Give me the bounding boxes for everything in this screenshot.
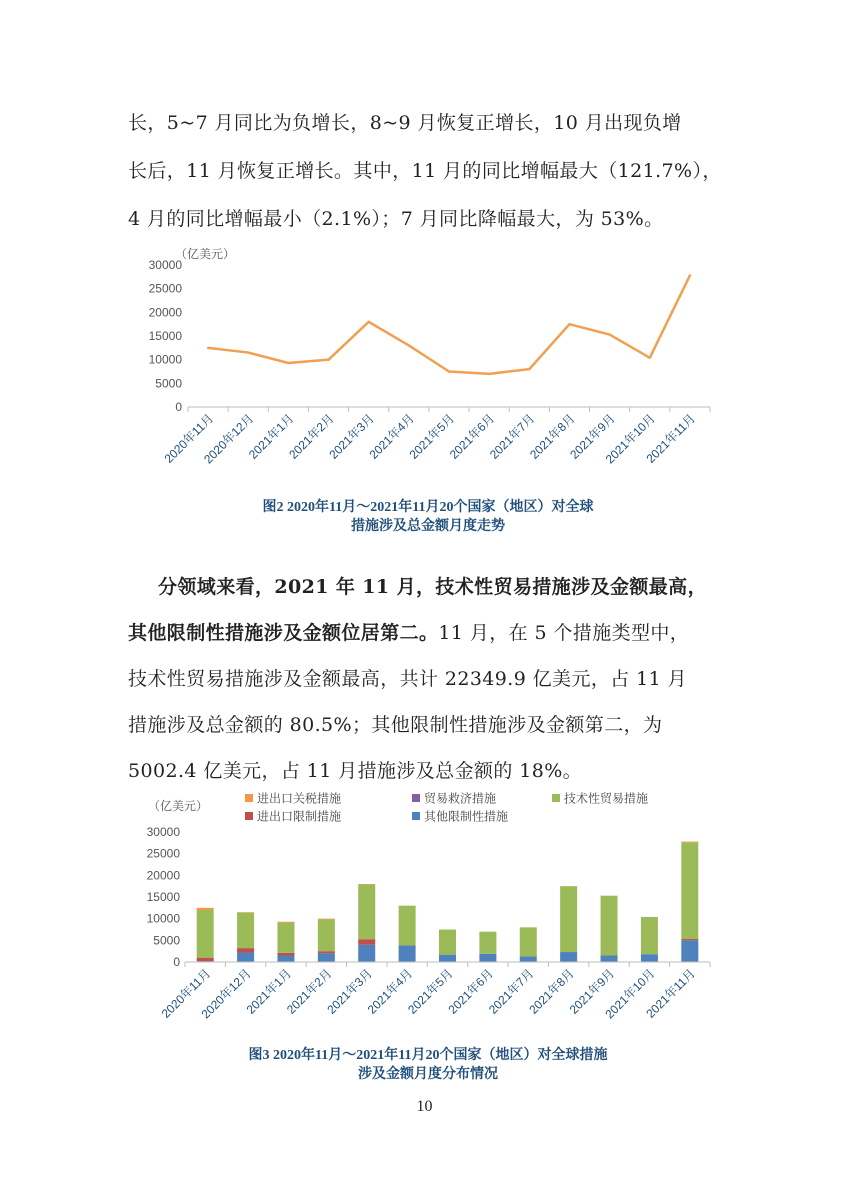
paragraph-2-line-2 [128, 618, 689, 645]
data-point [207, 347, 209, 349]
bar-segment [237, 913, 254, 949]
x-tick-label: 2021年4月 [364, 966, 416, 1017]
data-point [689, 274, 691, 276]
x-tick-label: 2021年1月 [243, 966, 295, 1017]
data-point [247, 351, 249, 353]
bar-segment [520, 956, 537, 962]
legend-label: 贸易救济措施 [424, 791, 497, 806]
x-tick-label: 2021年8月 [527, 411, 578, 462]
y-tick-label: 25000 [148, 281, 182, 296]
bar-segment [277, 923, 294, 953]
y-tick-label: 30000 [148, 258, 182, 272]
data-point [488, 373, 490, 375]
data-point [408, 344, 410, 346]
data-point [287, 362, 289, 364]
x-tick-label: 2021年7月 [486, 411, 538, 462]
x-tick-label: 2021年7月 [485, 966, 537, 1017]
paragraph-2-line-2-bold: 其他限制性措施涉及金额位居第二。 [128, 622, 439, 644]
paragraph-2 [128, 572, 728, 782]
x-tick-label: 2020年12月 [198, 966, 254, 1022]
paragraph-2-line-3: 技术性贸易措施涉及金额最高，共计 22349.9 亿美元，占 11 月 [128, 668, 687, 690]
y-tick-label: 0 [175, 400, 182, 414]
y-tick-label: 5000 [155, 376, 182, 391]
legend-label: 技术性贸易措施 [564, 791, 649, 806]
x-tick-label: 2021年6月 [446, 411, 498, 462]
data-point [367, 321, 369, 323]
x-tick-label: 2021年4月 [366, 411, 417, 462]
legend-swatch [245, 812, 253, 820]
bar-segment [358, 939, 375, 944]
legend-swatch [412, 812, 420, 820]
x-tick-label: 2021年10月 [602, 411, 658, 467]
x-tick-label: 2021年9月 [567, 411, 618, 462]
figure-3-y-axis-label: （亿美元） [148, 799, 209, 813]
y-tick-label: 30000 [146, 825, 180, 839]
figure-3-caption [128, 1046, 728, 1084]
bar-segment [399, 906, 416, 946]
y-tick-label: 20000 [146, 868, 180, 883]
data-point [649, 357, 651, 359]
x-tick-label: 2020年11月 [158, 966, 214, 1021]
data-point [608, 333, 610, 335]
x-tick-label: 2021年3月 [326, 411, 377, 462]
paragraph-1-line-1: 长，5~7 月同比为负增长，8~9 月恢复正增长，10 月出现负增 [128, 112, 682, 134]
x-tick-label: 2021年6月 [445, 966, 497, 1017]
data-point [528, 368, 530, 370]
legend-label: 其他限制性措施 [424, 809, 509, 824]
bar-segment [197, 958, 214, 961]
x-tick-label: 2021年11月 [643, 411, 699, 466]
bar-segment [318, 919, 335, 920]
bar-segment [641, 954, 658, 962]
x-tick-label: 2021年10月 [602, 966, 658, 1022]
page-number: 10 [416, 1098, 433, 1115]
bar-segment [681, 940, 698, 962]
data-point [448, 370, 450, 372]
bar-segment [601, 956, 618, 963]
legend-label: 进出口关税措施 [257, 791, 342, 806]
bar-segment [681, 842, 698, 843]
data-point [327, 358, 329, 360]
bar-segment [560, 952, 577, 962]
figure-2-caption [128, 498, 728, 536]
bar-segment [318, 951, 335, 953]
y-tick-label: 15000 [148, 329, 182, 343]
bar-segment [197, 908, 214, 910]
bar-segment [318, 920, 335, 952]
figure-2-caption-line-1: 图2 2020年11月～2021年11月20个国家（地区）对全球 [262, 500, 594, 515]
y-tick-label: 10000 [146, 911, 180, 926]
x-tick-label: 2021年8月 [526, 966, 577, 1017]
bar-segment [560, 886, 577, 952]
x-tick-label: 2020年11月 [161, 411, 217, 466]
bar-segment [520, 927, 537, 956]
series-line [208, 275, 690, 373]
bar-segment [681, 842, 698, 939]
bar-segment [479, 954, 496, 962]
y-tick-label: 0 [173, 955, 180, 969]
bar-segment [601, 896, 618, 956]
legend-swatch [552, 794, 560, 802]
x-tick-label: 2021年2月 [283, 966, 335, 1017]
paragraph-1 [128, 108, 728, 248]
paragraph-1-line-3: 4 月的同比增幅最小（2.1%）；7 月同比降幅最大，为 53%。 [128, 208, 664, 230]
x-tick-label: 2021年5月 [405, 966, 456, 1017]
bar-segment [237, 948, 254, 952]
legend-label: 进出口限制措施 [257, 809, 342, 824]
bar-segment [277, 953, 294, 956]
bar-segment [681, 939, 698, 940]
x-tick-label: 2021年1月 [246, 411, 297, 462]
bar-segment [641, 917, 658, 954]
x-tick-label: 2021年2月 [286, 411, 337, 462]
y-tick-label: 20000 [148, 305, 182, 320]
paragraph-1-line-2: 长后，11 月恢复正增长。其中，11 月的同比增幅最大（121.7%）， [128, 160, 722, 182]
legend-swatch [412, 794, 420, 802]
figure-2-line-chart [120, 240, 720, 500]
x-tick-label: 2021年5月 [406, 411, 458, 462]
x-tick-label: 2021年3月 [324, 966, 375, 1017]
x-tick-label: 2021年9月 [566, 966, 618, 1017]
legend-swatch [245, 794, 253, 802]
x-tick-label: 2020年12月 [201, 411, 257, 467]
paragraph-2-line-4: 措施涉及总金额的 80.5%；其他限制性措施涉及金额第二，为 [128, 714, 663, 736]
bar-segment [439, 930, 456, 955]
x-tick-label: 2021年11月 [643, 966, 698, 1021]
y-tick-label: 15000 [146, 890, 180, 904]
bar-segment [277, 956, 294, 963]
bar-segment [237, 952, 254, 962]
bar-segment [318, 953, 335, 962]
bar-segment [399, 946, 416, 962]
bar-segment [358, 945, 375, 962]
data-point [568, 323, 570, 325]
figure-2-y-axis-label: （亿美元） [175, 247, 236, 261]
bar-segment [439, 955, 456, 962]
bar-segment [358, 884, 375, 939]
y-tick-label: 5000 [153, 933, 180, 948]
paragraph-2-line-5: 5002.4 亿美元，占 11 月措施涉及总金额的 18%。 [128, 760, 583, 782]
figure-3-caption-line-1: 图3 2020年11月～2021年11月20个国家（地区）对全球措施 [248, 1048, 608, 1063]
bar-segment [277, 922, 294, 923]
y-tick-label: 25000 [146, 846, 180, 861]
figure-3-caption-line-2: 涉及金额月度分布情况 [358, 1067, 498, 1082]
paragraph-2-line-1: 分领域来看，2021 年 11 月，技术性贸易措施涉及金额最高， [158, 576, 707, 598]
figure-2-caption-line-2: 措施涉及总金额月度走势 [351, 519, 505, 534]
figure-3-stacked-bar-chart [120, 790, 720, 1045]
bar-segment [197, 910, 214, 958]
bar-segment [479, 932, 496, 954]
paragraph-2-line-2-rest: 11 月，在 5 个措施类型中， [438, 622, 690, 644]
y-tick-label: 10000 [148, 352, 182, 367]
